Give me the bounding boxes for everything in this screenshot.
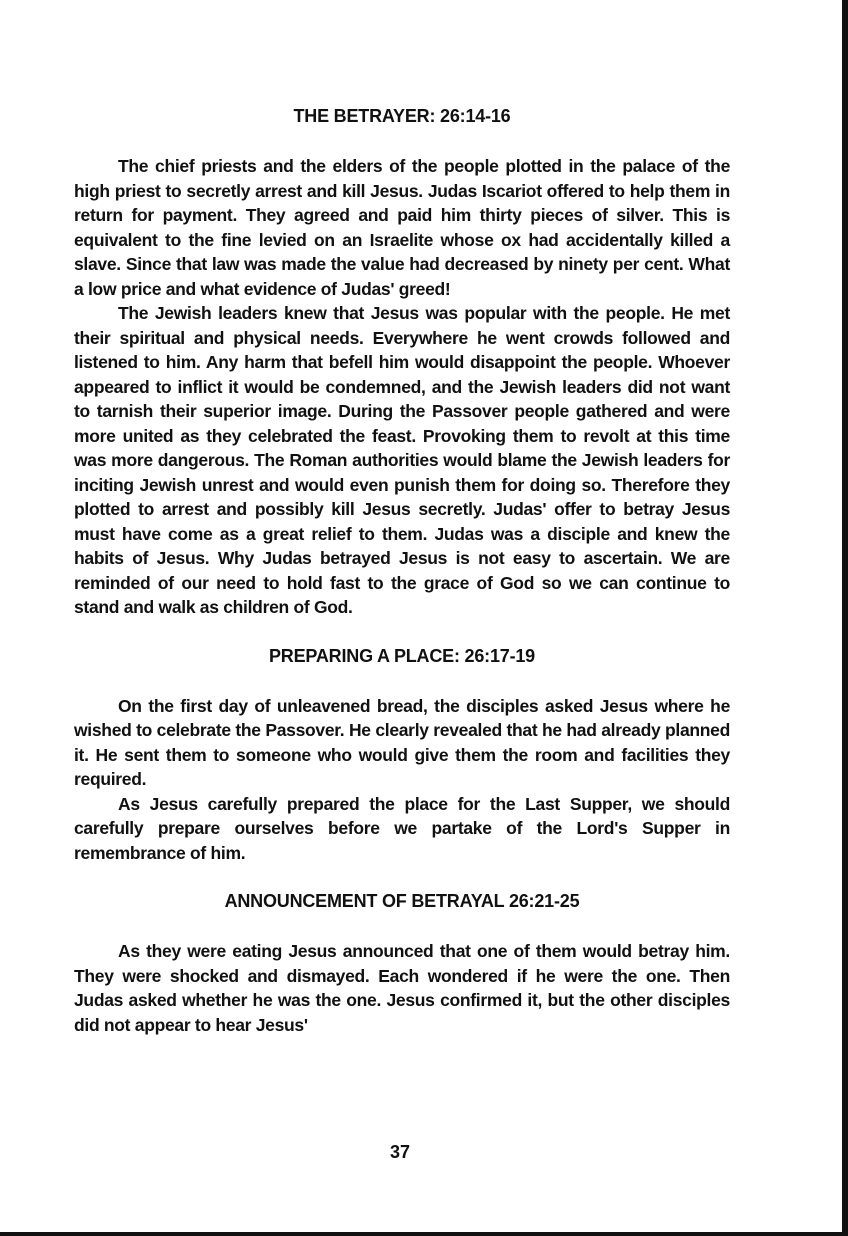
paragraph-preparing-1: On the first day of unleavened bread, the disciples asked Jesus where he wished to celebrate the Passover. He clearly revealed that he had already planned it. He sent them to someone who would give them the room and facilities they required. (74, 695, 730, 789)
page-body (74, 104, 730, 1037)
paragraph-announcement-1: As they were eating Jesus announced that one of them would betray him. They were shocked and dismayed. Each wondered if he were the one. Then Judas asked whether he was the one. Jesus confirmed it, but the other disciples did not appear to hear Jesus' (74, 941, 730, 1035)
paragraph-preparing-2: As Jesus carefully prepared the place for the Last Supper, we should carefully prepare ourselves before we partake of the Lord's Supper in remembrance of him. (74, 793, 730, 863)
scan-edge-bottom (0, 1232, 848, 1236)
heading-the-betrayer: THE BETRAYER: 26:14-16 (293, 106, 511, 126)
scan-edge-right (842, 0, 848, 1236)
heading-preparing-a-place: PREPARING A PLACE: 26:17-19 (269, 645, 535, 666)
heading-announcement-of-betrayal: ANNOUNCEMENT OF BETRAYAL 26:21-25 (224, 891, 580, 911)
paragraph-betrayer-2: The Jewish leaders knew that Jesus was popular with the people. He met their spiritual and physical needs. Everywhere he went crowds followed and listened to him. Any harm that befell him would disappoint the people. Whoever appeared to inflict it would be condemned, and the Jewish leaders did not want to tarnish their superior image. During the Passover people gathered and were more united as they celebrated the feast. Provoking them to revolt at this time was more dangerous. The Roman authorities would blame the Jewish leaders for inciting Jewish unrest and would even punish them for doing so. Therefore they plotted to arrest and possibly kill Jesus secretly. Judas' offer to betray Jesus must have come as a great relief to them. Judas was a disciple and knew the habits of Jesus. Why Judas betrayed Jesus is not easy to ascertain. We are reminded of our need to hold fast to the grace of God so we can continue to stand and walk as children of God. (74, 303, 730, 617)
page-number: 37 (389, 1142, 411, 1162)
paragraph-betrayer-1: The chief priests and the elders of the people plotted in the palace of the high priest to secretly arrest and kill Jesus. Judas Iscariot offered to help them in return for payment. They agreed and paid him thirty pieces of silver. This is equivalent to the fine levied on an Israelite whose ox had accidentally killed a slave. Since that law was made the value had decreased by ninety per cent. What a low price and what evidence of Judas' greed! (74, 156, 730, 299)
